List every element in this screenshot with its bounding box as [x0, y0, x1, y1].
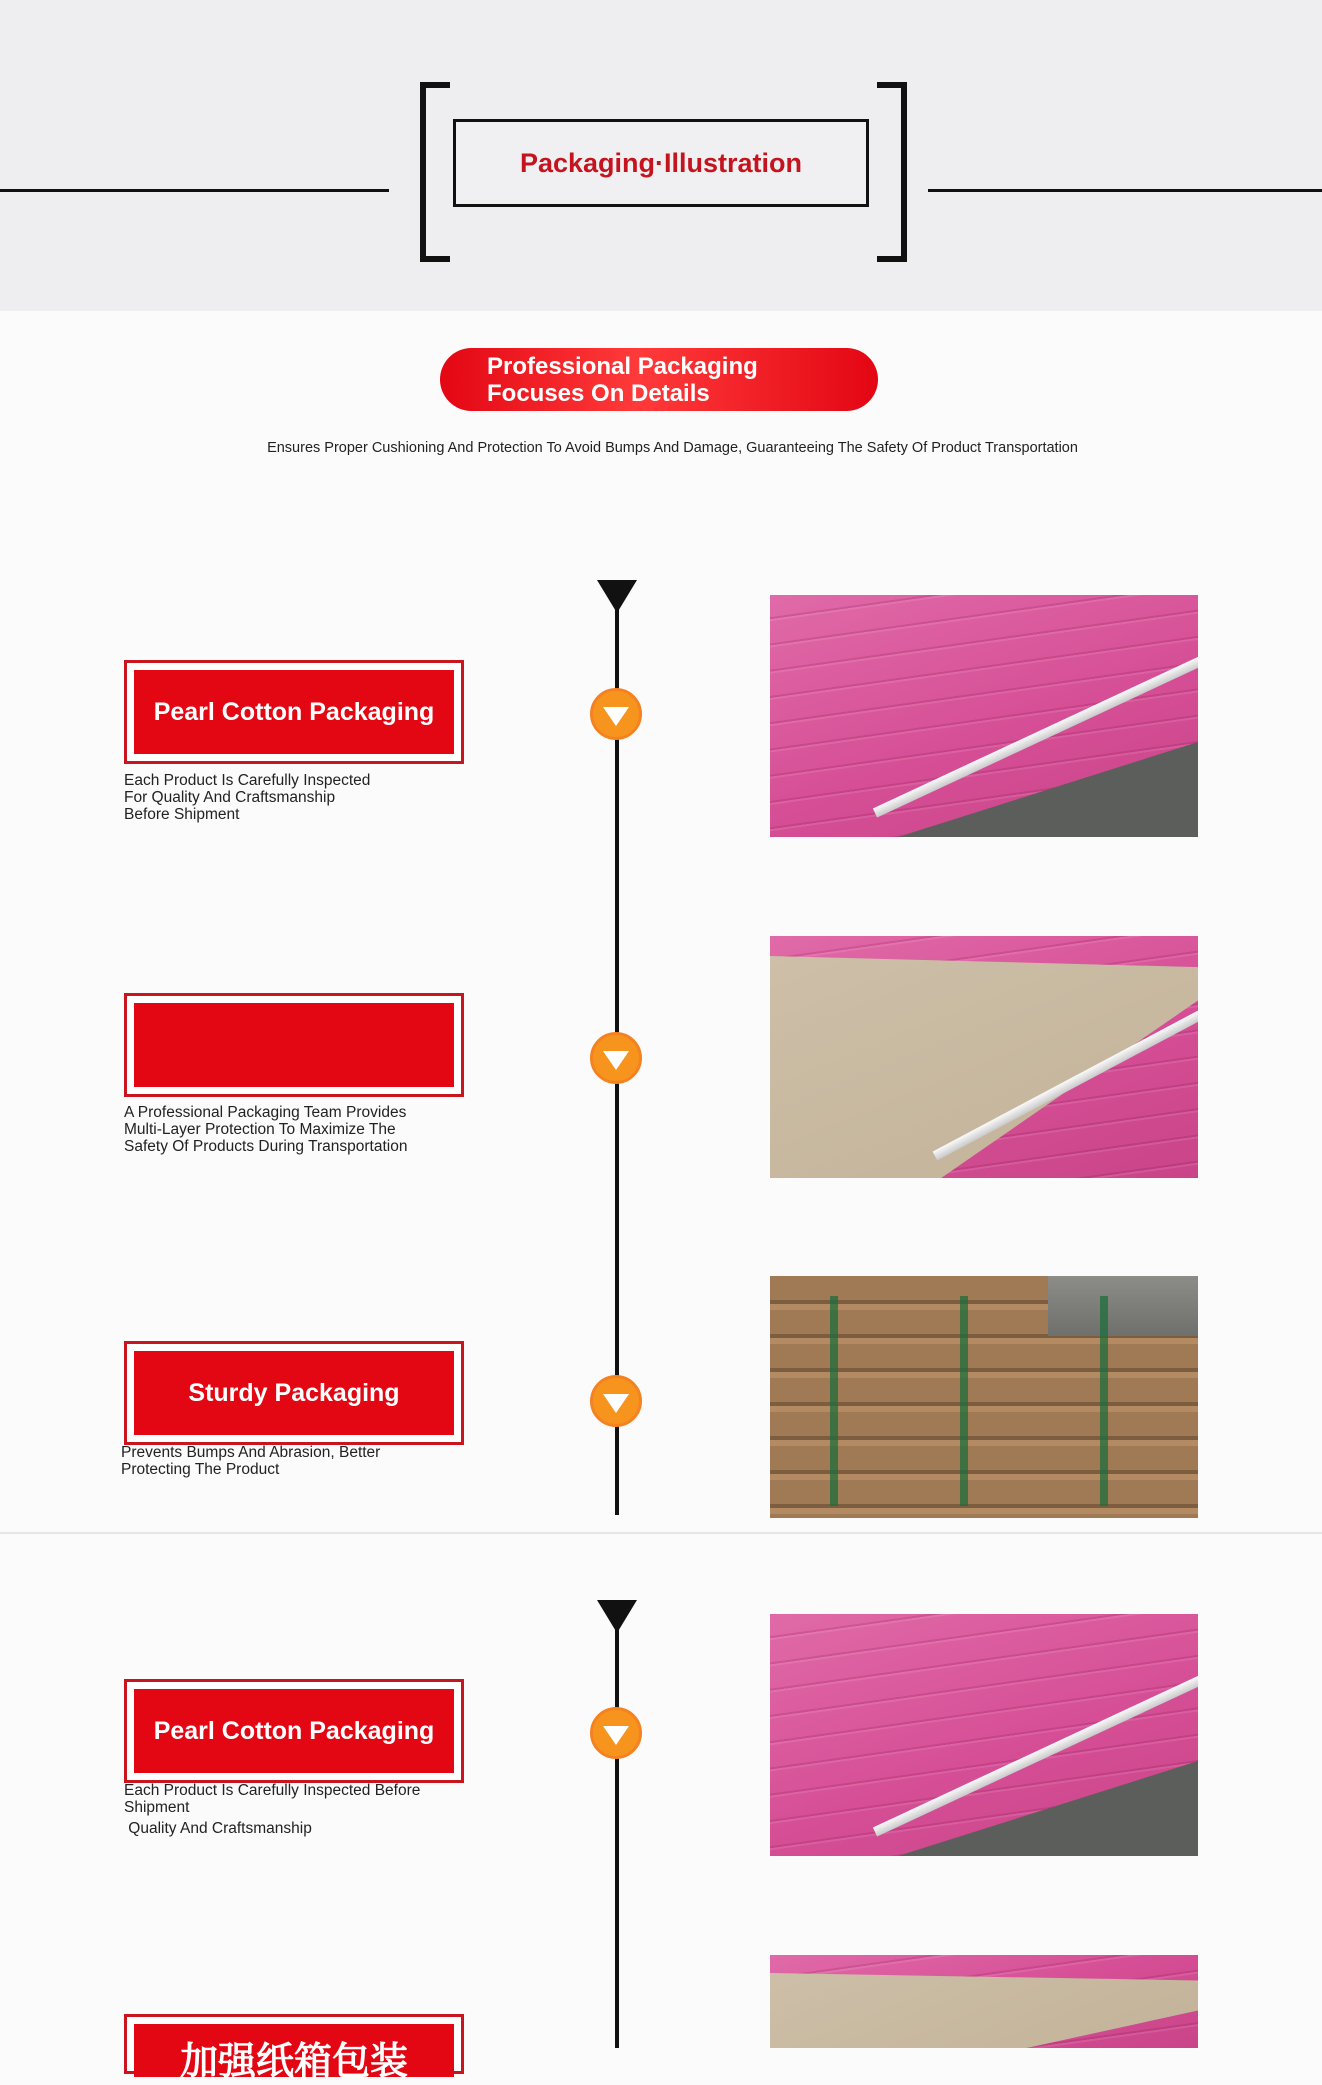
desc-line: Before Shipment	[124, 806, 240, 823]
step-label-box	[124, 660, 464, 764]
photo-stacked-cartons	[770, 1276, 1198, 1518]
desc-line: Quality And Craftsmanship	[124, 1820, 312, 1837]
desc-line: For Quality And Craftsmanship	[124, 789, 336, 806]
step-marker-icon	[590, 1032, 642, 1084]
left-bracket	[420, 82, 450, 262]
desc-line: Multi-Layer Protection To Maximize The	[124, 1121, 396, 1138]
step-marker-icon	[590, 1707, 642, 1759]
step-label-box	[124, 1679, 464, 1783]
desc-line: Each Product Is Carefully Inspected Before	[124, 1782, 421, 1799]
step-label: Pearl Cotton Packaging	[134, 1689, 454, 1773]
header-left-rule	[0, 189, 389, 192]
photo-cardboard-over-foam	[770, 1955, 1198, 2048]
step-marker-icon	[590, 1375, 642, 1427]
desc-line: Protecting The Product	[121, 1461, 280, 1478]
step-label: Sturdy Packaging	[134, 1351, 454, 1435]
step-label: 加强纸箱包装	[134, 2024, 454, 2077]
step-label-box	[124, 993, 464, 1097]
step-label-box	[124, 2014, 464, 2083]
desc-line: A Professional Packaging Team Provides	[124, 1104, 407, 1121]
photo-pink-foam-panel	[770, 1614, 1198, 1856]
step-description	[124, 1782, 444, 1837]
step-label-box	[124, 1341, 464, 1445]
timeline-line	[615, 1620, 619, 2048]
pill-line-2: Focuses On Details	[487, 380, 710, 407]
desc-line: Shipment	[124, 1799, 190, 1816]
photo-cardboard-over-foam	[770, 936, 1198, 1178]
step-description	[124, 772, 444, 823]
desc-line: Prevents Bumps And Abrasion, Better	[121, 1444, 381, 1461]
step-marker-icon	[590, 688, 642, 740]
desc-line: Each Product Is Carefully Inspected	[124, 772, 371, 789]
right-bracket	[877, 82, 907, 262]
step-label: Pearl Cotton Packaging	[134, 670, 454, 754]
photo-pink-foam-panel	[770, 595, 1198, 837]
section-divider	[0, 1532, 1322, 1534]
section-pill	[440, 348, 878, 411]
step-description	[121, 1444, 441, 1478]
desc-line: Safety Of Products During Transportation	[124, 1138, 408, 1155]
tagline: Ensures Proper Cushioning And Protection To Avoid Bumps And Damage, Guaranteeing The Safety Of Product Transportation	[267, 440, 1078, 456]
header-right-rule	[928, 189, 1322, 192]
step-description	[124, 1104, 444, 1155]
step-label	[134, 1003, 454, 1087]
pill-line-1: Professional Packaging	[487, 353, 758, 380]
page-title: Packaging·Illustration	[453, 119, 869, 207]
